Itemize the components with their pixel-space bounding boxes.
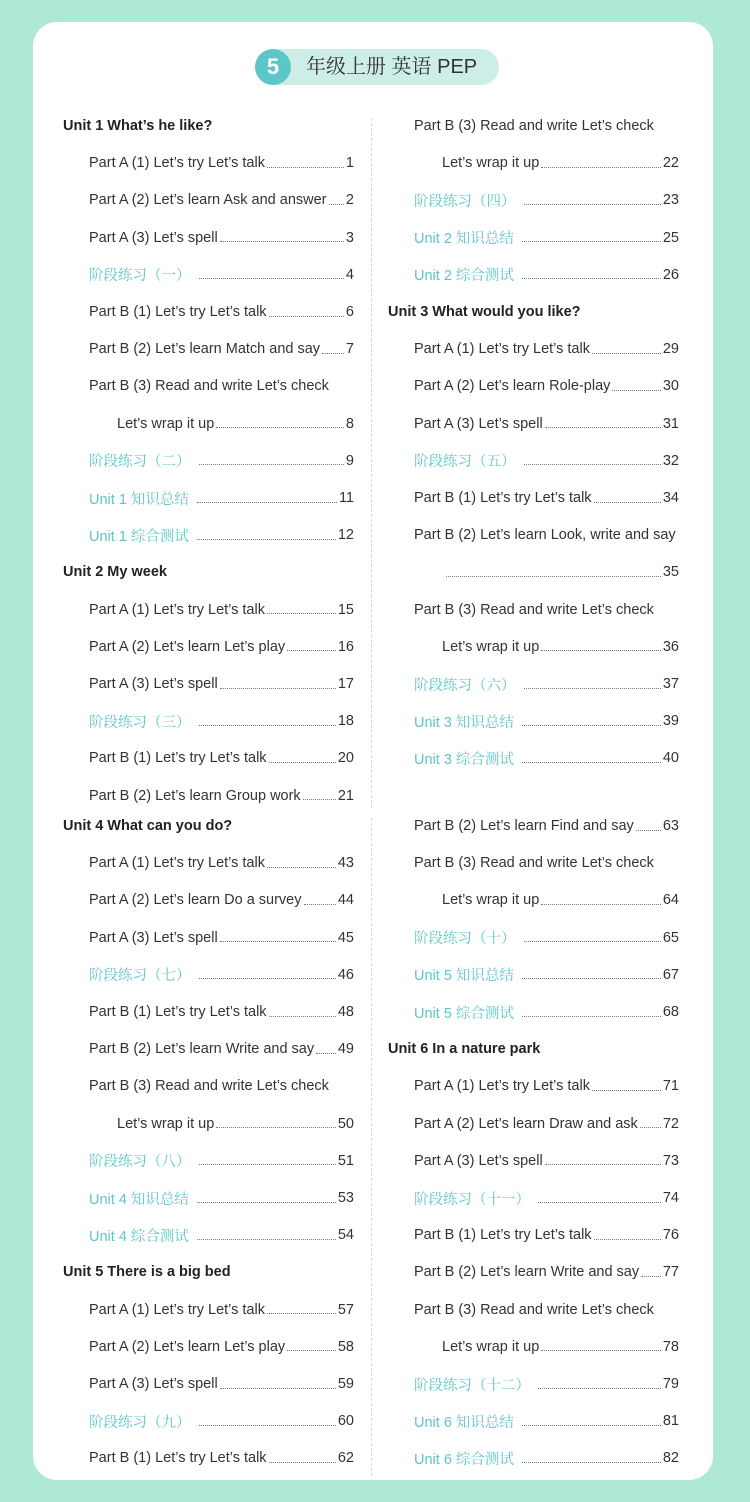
toc-item[interactable] xyxy=(89,1373,354,1395)
toc-item-highlight[interactable] xyxy=(414,1447,679,1469)
page-number: 20 xyxy=(337,750,354,767)
dot-leader xyxy=(636,830,661,831)
toc-item-label: Unit 4 综合测试 xyxy=(89,1228,189,1245)
page-number: 77 xyxy=(662,1264,679,1281)
page-number: 67 xyxy=(662,966,679,983)
dot-leader xyxy=(522,1016,661,1017)
page-number: 44 xyxy=(337,892,354,909)
toc-item-highlight[interactable] xyxy=(414,1187,679,1209)
toc-item[interactable] xyxy=(117,1113,354,1135)
toc-item[interactable] xyxy=(89,599,354,621)
page-number: 79 xyxy=(662,1376,679,1392)
toc-item-label: Part B (3) Read and write Let’s check xyxy=(414,855,654,872)
toc-item[interactable] xyxy=(414,338,679,360)
toc-item-label: Part B (1) Let’s try Let’s talk xyxy=(89,304,267,320)
dot-leader xyxy=(316,1053,336,1054)
dot-leader xyxy=(267,167,344,168)
dot-leader xyxy=(216,1127,336,1128)
dot-leader xyxy=(304,904,336,905)
dot-leader xyxy=(199,1425,336,1426)
toc-item-label: Part A (2) Let’s learn Let’s play xyxy=(89,1338,286,1355)
toc-item[interactable] xyxy=(89,338,354,360)
page-number: 9 xyxy=(345,452,354,469)
toc-item[interactable] xyxy=(414,375,679,397)
toc-item-label: Let’s wrap it up xyxy=(117,1115,215,1132)
page-number: 73 xyxy=(662,1152,679,1169)
toc-item-label: Unit 1 知识总结 xyxy=(89,491,189,508)
dot-leader xyxy=(199,464,344,465)
page-number: 17 xyxy=(337,676,354,692)
dot-leader xyxy=(220,941,336,942)
dot-leader xyxy=(641,1276,661,1277)
dot-leader xyxy=(592,1090,661,1091)
toc-item-label: Unit 1 综合测试 xyxy=(89,528,189,545)
toc-item-highlight[interactable] xyxy=(414,673,679,695)
toc-item-label: Part B (1) Let’s try Let’s talk xyxy=(414,1227,592,1244)
page-number: 60 xyxy=(337,1413,354,1430)
page-number: 15 xyxy=(337,601,354,618)
toc-item-label: Unit 6 知识总结 xyxy=(414,1414,514,1431)
page-number: 39 xyxy=(662,713,679,730)
toc-item-label: Part A (1) Let’s try Let’s talk xyxy=(414,341,590,358)
toc-item[interactable] xyxy=(89,889,354,911)
dot-leader xyxy=(269,1016,336,1017)
toc-item-label: Let’s wrap it up xyxy=(117,415,215,432)
dot-leader xyxy=(329,204,344,205)
toc-item-label: Part A (1) Let’s try Let’s talk xyxy=(89,601,265,618)
page-number: 64 xyxy=(662,892,679,909)
toc-item-label: Part B (1) Let’s try Let’s talk xyxy=(414,490,592,506)
toc-item-label: Let’s wrap it up xyxy=(442,638,540,655)
dot-leader xyxy=(267,613,336,614)
toc-item-label: Part B (2) Let’s learn Write and say xyxy=(414,1264,640,1281)
dot-leader xyxy=(524,464,661,465)
dot-leader xyxy=(524,204,661,205)
page-number: 29 xyxy=(662,341,679,358)
toc-item-highlight[interactable] xyxy=(414,1001,679,1023)
toc-item-label: Part B (2) Let’s learn Match and say xyxy=(89,341,321,358)
toc-item[interactable] xyxy=(89,1001,354,1023)
page-number: 3 xyxy=(345,229,354,246)
toc-item-label: Let’s wrap it up xyxy=(442,155,540,172)
page-number: 16 xyxy=(337,638,354,655)
page-number: 37 xyxy=(662,676,679,692)
toc-item[interactable] xyxy=(89,1038,354,1060)
toc-item-highlight[interactable] xyxy=(414,1373,679,1395)
toc-item[interactable] xyxy=(414,1224,679,1246)
toc-item[interactable] xyxy=(89,673,354,695)
toc-item-label: Part A (3) Let’s spell xyxy=(89,929,218,946)
toc-item-label: Part B (3) Read and write Let’s check xyxy=(414,1301,654,1318)
toc-item-label: 阶段练习（四） xyxy=(414,193,516,210)
page-number: 46 xyxy=(337,966,354,983)
toc-item-highlight[interactable] xyxy=(89,487,354,509)
dot-leader xyxy=(197,1239,336,1240)
page-number: 59 xyxy=(337,1376,354,1392)
dot-leader xyxy=(197,502,337,503)
toc-item[interactable] xyxy=(89,747,354,769)
dot-leader xyxy=(541,904,661,905)
dot-leader xyxy=(197,539,336,540)
page-number: 12 xyxy=(337,527,354,544)
page-number: 49 xyxy=(337,1041,354,1058)
toc-item-label: Part B (3) Read and write Let’s check xyxy=(89,1078,329,1095)
toc-item[interactable] xyxy=(89,636,354,658)
dot-leader xyxy=(522,978,661,979)
toc-item-highlight[interactable] xyxy=(89,964,354,986)
toc-item-highlight[interactable] xyxy=(89,1150,354,1172)
toc-item-highlight[interactable] xyxy=(414,1410,679,1432)
page-number: 51 xyxy=(337,1152,354,1169)
toc-item-label: 阶段练习（九） xyxy=(89,1414,191,1431)
toc-item-label: 阶段练习（二） xyxy=(89,454,191,471)
toc-item-label: Part B (1) Let’s try Let’s talk xyxy=(89,1450,267,1467)
toc-item-label: Part A (3) Let’s spell xyxy=(89,229,218,246)
toc-item[interactable] xyxy=(89,785,354,807)
toc-item-label: 阶段练习（六） xyxy=(414,677,516,694)
toc-item-highlight[interactable] xyxy=(89,1187,354,1209)
toc-item-label: 阶段练习（一） xyxy=(89,268,191,285)
dot-leader xyxy=(216,427,344,428)
toc-item-label: Part B (2) Let’s learn Write and say xyxy=(89,1041,315,1058)
toc-item-label: Part A (1) Let’s try Let’s talk xyxy=(89,1301,265,1318)
dot-leader xyxy=(199,278,344,279)
unit-heading: Unit 5 There is a big bed xyxy=(63,1264,231,1281)
toc-item-label: 阶段练习（三） xyxy=(89,714,191,731)
dot-leader xyxy=(538,1202,661,1203)
page-number: 45 xyxy=(337,929,354,946)
toc-item-label: 阶段练习（五） xyxy=(414,454,516,471)
page-number: 8 xyxy=(345,415,354,432)
page-number: 31 xyxy=(662,415,679,432)
page-number: 43 xyxy=(337,855,354,872)
page-number: 22 xyxy=(662,155,679,172)
page-number: 76 xyxy=(662,1227,679,1244)
dot-leader xyxy=(267,1313,336,1314)
dot-leader xyxy=(545,427,661,428)
unit-heading: Unit 4 What can you do? xyxy=(63,818,233,834)
toc-item-label: 阶段练习（十二） xyxy=(414,1377,530,1394)
page-number: 48 xyxy=(337,1004,354,1020)
toc-item-label: Unit 4 知识总结 xyxy=(89,1191,189,1208)
toc-item-label: Part A (1) Let’s try Let’s talk xyxy=(414,1078,590,1095)
toc-item-label: Unit 6 综合测试 xyxy=(414,1451,514,1468)
grade-number: 5 xyxy=(255,49,291,85)
page-number: 23 xyxy=(662,192,679,209)
dot-leader xyxy=(522,725,661,726)
dot-leader xyxy=(269,316,344,317)
toc-item[interactable] xyxy=(89,189,354,211)
dot-leader xyxy=(269,1462,336,1463)
toc-item-highlight[interactable] xyxy=(414,927,679,949)
dot-leader xyxy=(220,688,336,689)
page-number: 50 xyxy=(337,1115,354,1132)
toc-item-label: Part B (2) Let’s learn Look, write and say xyxy=(414,527,676,544)
dot-leader xyxy=(541,167,661,168)
unit-heading: Unit 3 What would you like? xyxy=(388,304,581,320)
page-number: 32 xyxy=(662,452,679,469)
toc-item[interactable] xyxy=(89,227,354,249)
dot-leader xyxy=(522,1425,661,1426)
toc-item-label: Part B (1) Let’s try Let’s talk xyxy=(89,1004,267,1020)
dot-leader xyxy=(538,1388,661,1389)
toc-item[interactable] xyxy=(89,1447,354,1469)
dot-leader xyxy=(524,688,661,689)
toc-item[interactable] xyxy=(89,301,354,323)
toc-item[interactable] xyxy=(117,413,354,435)
toc-item-label: Part A (2) Let’s learn Draw and ask xyxy=(414,1115,638,1132)
toc-item-label: 阶段练习（八） xyxy=(89,1154,191,1171)
dot-leader xyxy=(545,1164,661,1165)
toc-item-label: Part A (3) Let’s spell xyxy=(89,1376,218,1392)
dot-leader xyxy=(287,1350,336,1351)
page-number: 58 xyxy=(337,1338,354,1355)
dot-leader xyxy=(199,978,336,979)
toc-item-highlight[interactable] xyxy=(89,524,354,546)
toc-item[interactable] xyxy=(89,927,354,949)
page-number: 72 xyxy=(662,1115,679,1132)
toc-item[interactable] xyxy=(414,1261,679,1283)
toc-item-label: Unit 2 综合测试 xyxy=(414,268,514,285)
toc-item-label: Part B (3) Read and write Let’s check xyxy=(414,118,654,134)
page-number: 40 xyxy=(662,750,679,767)
toc-item-label: Part A (1) Let’s try Let’s talk xyxy=(89,855,265,872)
toc-item[interactable] xyxy=(442,1336,679,1358)
toc-item-label: Part A (2) Let’s learn Do a survey xyxy=(89,892,302,909)
toc-item-label: 阶段练习（十） xyxy=(414,931,516,948)
toc-item[interactable] xyxy=(414,815,679,837)
toc-item-highlight[interactable] xyxy=(89,264,354,286)
toc-item-label: Part B (2) Let’s learn Find and say xyxy=(414,818,634,834)
toc-item[interactable] xyxy=(414,1075,679,1097)
toc-item-highlight[interactable] xyxy=(89,1410,354,1432)
page-number: 1 xyxy=(345,155,354,172)
page-number: 26 xyxy=(662,266,679,283)
page-number: 21 xyxy=(337,787,354,804)
toc-item-label: Part A (3) Let’s spell xyxy=(414,1152,543,1169)
toc-item[interactable] xyxy=(89,852,354,874)
page-number: 34 xyxy=(662,490,679,506)
toc-item[interactable] xyxy=(89,1336,354,1358)
dot-leader xyxy=(592,353,661,354)
toc-item-label: Unit 3 综合测试 xyxy=(414,751,514,768)
unit-heading: Unit 1 What’s he like? xyxy=(63,118,213,134)
page-number: 57 xyxy=(337,1301,354,1318)
toc-item[interactable] xyxy=(414,413,679,435)
page-number: 74 xyxy=(662,1190,679,1206)
dot-leader xyxy=(197,1202,336,1203)
dot-leader xyxy=(640,1127,661,1128)
toc-item-label: 阶段练习（十一） xyxy=(414,1191,530,1208)
toc-item-label: Part B (3) Read and write Let’s check xyxy=(414,601,654,618)
page-number: 68 xyxy=(662,1004,679,1020)
dot-leader xyxy=(524,941,661,942)
toc-item-label: Unit 5 知识总结 xyxy=(414,968,514,985)
toc-item-label: 阶段练习（七） xyxy=(89,968,191,985)
dot-leader xyxy=(287,650,336,651)
page-number: 81 xyxy=(662,1413,679,1430)
toc-item[interactable] xyxy=(442,889,679,911)
toc-item[interactable] xyxy=(442,152,679,174)
dot-leader xyxy=(199,725,336,726)
toc-item-highlight[interactable] xyxy=(414,710,679,732)
unit-heading: Unit 6 In a nature park xyxy=(388,1041,541,1058)
dot-leader xyxy=(594,502,661,503)
page-number: 7 xyxy=(345,341,354,358)
dot-leader xyxy=(303,799,336,800)
page-number: 2 xyxy=(345,192,354,209)
dot-leader xyxy=(612,390,660,391)
toc-item-label: Let’s wrap it up xyxy=(442,1338,540,1355)
dot-leader xyxy=(446,576,661,577)
page-number: 82 xyxy=(662,1450,679,1467)
toc-item-highlight[interactable] xyxy=(414,264,679,286)
toc-item-label: Part A (2) Let’s learn Let’s play xyxy=(89,638,286,655)
page-number: 65 xyxy=(662,929,679,946)
toc-item-label: Part B (1) Let’s try Let’s talk xyxy=(89,750,267,767)
toc-item-highlight[interactable] xyxy=(414,450,679,472)
page-number: 62 xyxy=(337,1450,354,1467)
toc-item[interactable] xyxy=(414,487,679,509)
page-number: 36 xyxy=(662,638,679,655)
dot-leader xyxy=(594,1239,661,1240)
dot-leader xyxy=(220,1388,336,1389)
dot-leader xyxy=(541,650,661,651)
toc-item-label: Unit 2 知识总结 xyxy=(414,231,514,248)
dot-leader xyxy=(541,1350,661,1351)
page-number: 78 xyxy=(662,1338,679,1355)
dot-leader xyxy=(199,1164,336,1165)
toc-item-highlight[interactable] xyxy=(414,747,679,769)
dot-leader xyxy=(322,353,344,354)
toc-item-label: Part A (1) Let’s try Let’s talk xyxy=(89,155,265,172)
page-number: 71 xyxy=(662,1078,679,1095)
toc-item-label: Let’s wrap it up xyxy=(442,892,540,909)
toc-item[interactable] xyxy=(414,1150,679,1172)
unit-heading: Unit 2 My week xyxy=(63,564,167,581)
page-number: 6 xyxy=(345,304,354,320)
toc-item-label: Part B (3) Read and write Let’s check xyxy=(89,378,329,395)
page-number: 11 xyxy=(338,490,354,506)
dot-leader xyxy=(267,867,336,868)
toc-item[interactable] xyxy=(89,1299,354,1321)
toc-item[interactable] xyxy=(444,561,679,583)
page-number: 35 xyxy=(662,564,679,581)
page-number: 30 xyxy=(662,378,679,395)
page-number: 25 xyxy=(662,229,679,246)
dot-leader xyxy=(220,241,344,242)
toc-item-label: Part B (2) Let’s learn Group work xyxy=(89,787,301,804)
toc-item[interactable] xyxy=(414,1113,679,1135)
toc-item-highlight[interactable] xyxy=(414,189,679,211)
toc-item-highlight[interactable] xyxy=(89,710,354,732)
toc-item-highlight[interactable] xyxy=(89,450,354,472)
toc-item-label: Unit 5 综合测试 xyxy=(414,1005,514,1022)
toc-item[interactable] xyxy=(89,152,354,174)
toc-item-label: Part A (3) Let’s spell xyxy=(89,676,218,692)
page-number: 4 xyxy=(345,266,354,283)
book-title: 年级上册 英语 PEP xyxy=(306,56,478,78)
toc-item-highlight[interactable] xyxy=(414,964,679,986)
dot-leader xyxy=(522,762,661,763)
toc-item-label: Part A (2) Let’s learn Role-play xyxy=(414,378,611,395)
page-number: 63 xyxy=(662,818,679,834)
page-number: 18 xyxy=(337,713,354,730)
toc-item-highlight[interactable] xyxy=(89,1224,354,1246)
page-number: 54 xyxy=(337,1227,354,1244)
toc-item-label: Unit 3 知识总结 xyxy=(414,714,514,731)
dot-leader xyxy=(522,278,661,279)
toc-item[interactable] xyxy=(442,636,679,658)
page-number: 53 xyxy=(337,1190,354,1206)
dot-leader xyxy=(522,241,661,242)
toc-item-highlight[interactable] xyxy=(414,227,679,249)
dot-leader xyxy=(269,762,336,763)
dot-leader xyxy=(522,1462,661,1463)
toc-item-label: Part A (3) Let’s spell xyxy=(414,415,543,432)
toc-item-label: Part A (2) Let’s learn Ask and answer xyxy=(89,192,327,209)
